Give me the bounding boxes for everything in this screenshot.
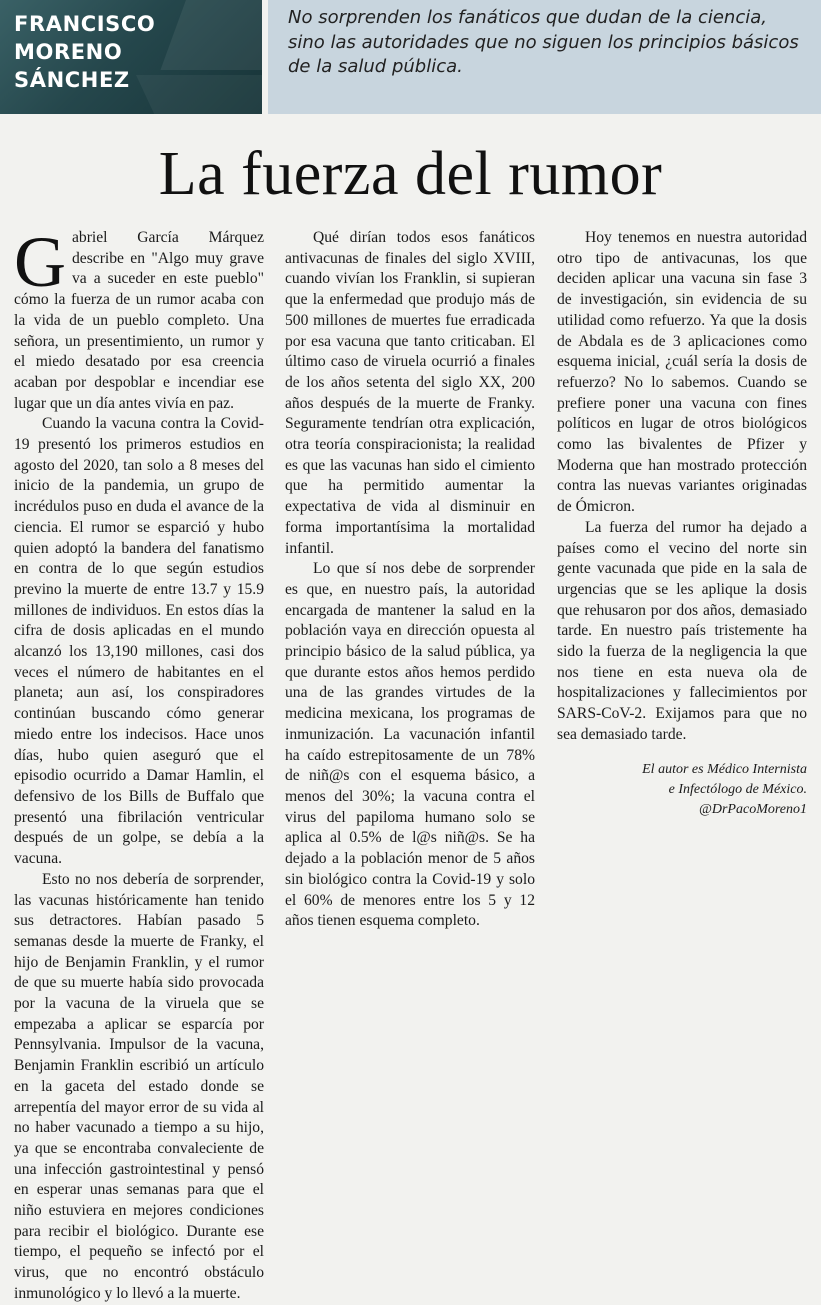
article-paragraph: Cuando la vacuna contra la Covid-19 presentó los primeros estudios en agosto del 2020, tan solo a 8 meses del inicio de la pandemia, un grupo de incrédulos puso en duda el avance de la ciencia. El rumor se esparció y hubo quien adoptó la bandera del fanatismo en contra de lo que según estudios previno la muerte de entre 13.7 y 15.9 millones de individuos. En estos días la cifra de dosis aplicadas en el mundo alcanzó los 13,190 millones, casi dos veces el número de habitantes en el planeta; aun así, los conspiradores continúan buscando cómo generar miedo entre los indecisos. Hace unos días, hubo quien aseguró que el episodio ocurrido a Damar Hamlin, el defensivo de los Bills de Buffalo que presentó una fibrilación ventricular después de un golpe, se debía a la vacuna. bbox=[14, 415, 264, 868]
article-paragraph: Esto no nos debería de sorprender, las vacunas históricamente han tenido sus detractores. Habían pasado 5 semanas desde la muerte de Franky, el hijo de Benjamin Franklin, y el rumor de que su muerte había sido provocada por la vacuna de la viruela que se empezaba a aplicar se esparcía por Pennsylvania. Impulsor de la vacuna, Benjamin Franklin escribió un artículo en la gaceta del estado donde se arrepentía del mayor error de su vida al no haber vacunado a tiempo a su hijo, ya que se encontraba convaleciente de una infección gastrointestinal y pensó en esperar unas semanas para que el niño estuviera en mejores condiciones para recibir el biológico. Durante ese tiempo, el pequeño se infectó por el virus, que no encontró obstáculo inmunológico y lo llevó a la muerte. bbox=[14, 870, 264, 1302]
signature-line: e Infectólogo de México. bbox=[668, 781, 807, 797]
author-name-line: MORENO bbox=[14, 40, 123, 64]
article-paragraph bbox=[14, 222, 264, 414]
pull-quote: No sorprenden los fanáticos que dudan de la ciencia, sino las autoridades que no siguen los principios básicos de la salud pública. bbox=[288, 7, 799, 77]
article-paragraph: Hoy tenemos en nuestra autoridad otro tipo de antivacunas, los que deciden aplicar una vacuna sin fase 3 de investigación, sin evidencia de su utilidad como refuerzo. Ya que la dosis de Abdala es de 3 aplicaciones como esquema inicial, ¿cuál sería la dosis de refuerzo? No lo sabemos. Cuando se prefiere poner una vacuna con fines políticos en lugar de otros biológicos como las bivalentes de Pfizer y Moderna que han mostrado protección contra las nuevas variantes originadas de Ómicron. bbox=[557, 229, 807, 516]
author-name-line: FRANCISCO bbox=[14, 12, 156, 36]
article-paragraph: Lo que sí nos debe de sorprender es que, en nuestro país, la autoridad encargada de mantener la salud en la población vaya en dirección opuesta al principio básico de la salud pública, ya que durante estos años hemos perdido una de las grandes virtudes de la medicina mexicana, los programas de inmunización. La vacunación infantil ha caído estrepitosamente de un 78% de niñ@s con el esquema básico, a menos del 30%; la vacuna contra el virus del papiloma humano solo se aplica al 0.5% de l@s niñ@s. Se ha dejado a la población menor de 5 años sin biológico contra la Covid-19 y solo el 60% de menores entre los 5 y 12 años tienen esquema completo. bbox=[285, 560, 535, 930]
author-twitter-handle: @DrPacoMoreno1 bbox=[698, 801, 807, 817]
paragraph-text: abriel García Márquez describe en "Algo muy grave va a suceder en este pueblo" cómo la fuerza de un rumor acaba con la vida de un pueblo completo. Una señora, un presentimiento, un rumor y el miedo desatado por esa creencia acaban por despoblar e incendiar ese lugar que un día antes vivía en paz. bbox=[14, 229, 264, 412]
author-name-line: SÁNCHEZ bbox=[14, 68, 130, 92]
article-paragraph: Qué dirían todos esos fanáticos antivacunas de finales del siglo XVIII, cuando vivían los Franklin, si supieran que la enfermedad que produjo más de 500 millones de muertes fue erradicada por esa vacuna que tanto criticaban. El último caso de viruela ocurrió a finales de los años setenta del siglo XX, 200 años después de la muerte de Franky. Seguramente tendrían otra explicación, otra teoría conspiracionista; la realidad es que las vacunas han sido el cimiento que ha permitido aumentar la expectativa de vida al disminuir en forma importantísima la mortalidad infantil. bbox=[285, 229, 535, 557]
column-header bbox=[0, 0, 821, 114]
drop-cap: G bbox=[14, 222, 66, 302]
pull-quote-box bbox=[268, 0, 821, 114]
signature-line: El autor es Médico Internista bbox=[642, 761, 807, 777]
article-title: La fuerza del rumor bbox=[158, 140, 663, 208]
author-banner bbox=[0, 0, 262, 114]
article-column-1 bbox=[14, 222, 264, 1302]
article-paragraph: La fuerza del rumor ha dejado a países como el vecino del norte sin gente vacunada que pide en la sala de urgencias que se les aplique la dosis que rehusaron por dos años, demasiado tarde. En nuestro país tristemente ha sido la fuerza de la negligencia la que nos tiene en esta nueva ola de hospitalizaciones y fallecimientos por SARS-CoV-2. Exijamos para que no sea demasiado tarde. bbox=[557, 518, 807, 743]
article-column-2 bbox=[285, 228, 535, 1028]
author-signature bbox=[557, 760, 807, 820]
author-name bbox=[14, 10, 155, 94]
article-column-3 bbox=[557, 228, 807, 1028]
